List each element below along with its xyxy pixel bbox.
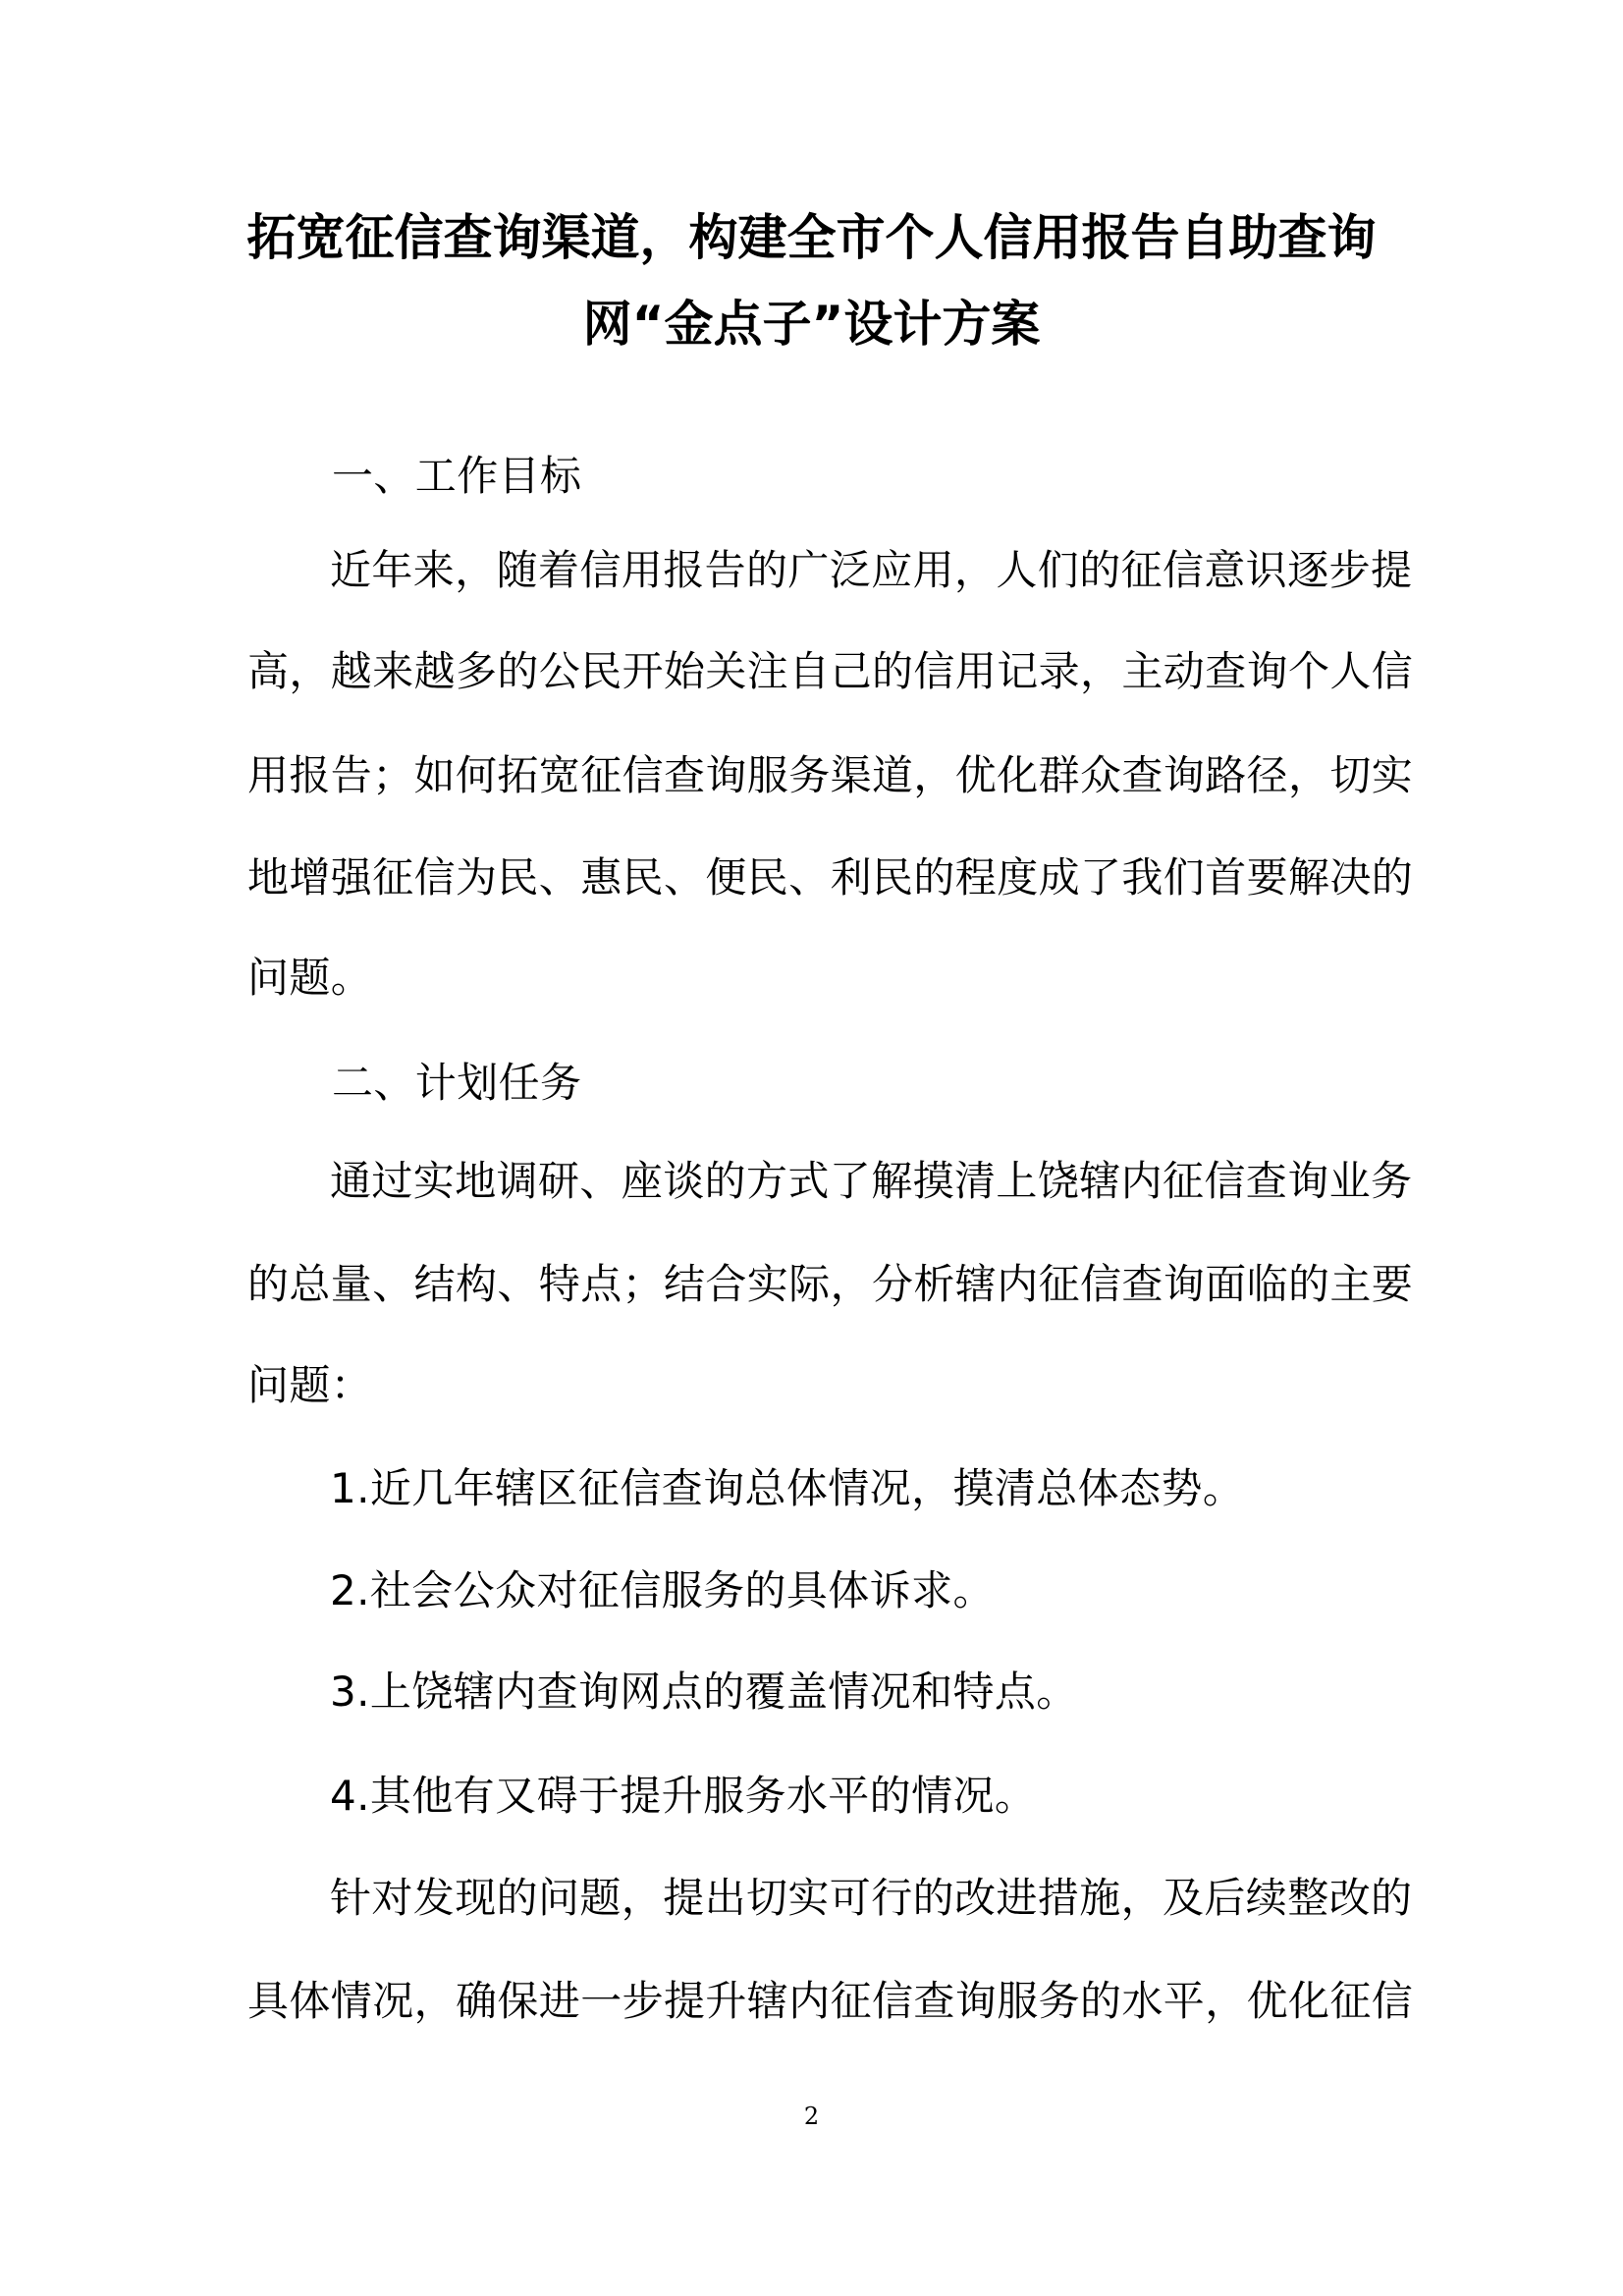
section-heading-goals: 一、工作目标 bbox=[332, 452, 582, 500]
list-item: 1.近几年辖区征信查询总体情况，摸清总体态势。 bbox=[330, 1464, 1245, 1512]
document-title-line-1: 拓宽征信查询渠道，构建全市个人信用报告自助查询 bbox=[246, 209, 1377, 266]
list-item: 3.上饶辖内查询网点的覆盖情况和特点。 bbox=[330, 1667, 1078, 1716]
paragraph-line: 问题。 bbox=[247, 954, 373, 1002]
paragraph-line: 近年来，随着信用报告的广泛应用，人们的征信意识逐步提 bbox=[330, 546, 1413, 594]
paragraph-line: 的总量、结构、特点；结合实际，分析辖内征信查询面临的主要 bbox=[247, 1260, 1414, 1308]
paragraph-line: 针对发现的问题，提出切实可行的改进措施，及后续整改的 bbox=[330, 1874, 1413, 1922]
paragraph-line: 用报告；如何拓宽征信查询服务渠道，优化群众查询路径，切实 bbox=[247, 751, 1414, 799]
section-heading-tasks: 二、计划任务 bbox=[332, 1059, 582, 1107]
list-item: 4.其他有又碍于提升服务水平的情况。 bbox=[330, 1772, 1037, 1820]
paragraph-line: 具体情况，确保进一步提升辖内征信查询服务的水平，优化征信 bbox=[247, 1977, 1414, 2025]
paragraph-line: 地增强征信为民、惠民、便民、利民的程度成了我们首要解决的 bbox=[247, 853, 1414, 902]
document-title-line-2: 网“金点子”设计方案 bbox=[582, 296, 1041, 353]
list-item: 2.社会公众对征信服务的具体诉求。 bbox=[330, 1566, 995, 1614]
paragraph-line: 高，越来越多的公民开始关注自己的信用记录，主动查询个人信 bbox=[247, 647, 1414, 695]
page-number: 2 bbox=[803, 2103, 820, 2130]
paragraph-line: 问题： bbox=[247, 1361, 373, 1409]
paragraph-line: 通过实地调研、座谈的方式了解摸清上饶辖内征信查询业务 bbox=[330, 1157, 1413, 1205]
